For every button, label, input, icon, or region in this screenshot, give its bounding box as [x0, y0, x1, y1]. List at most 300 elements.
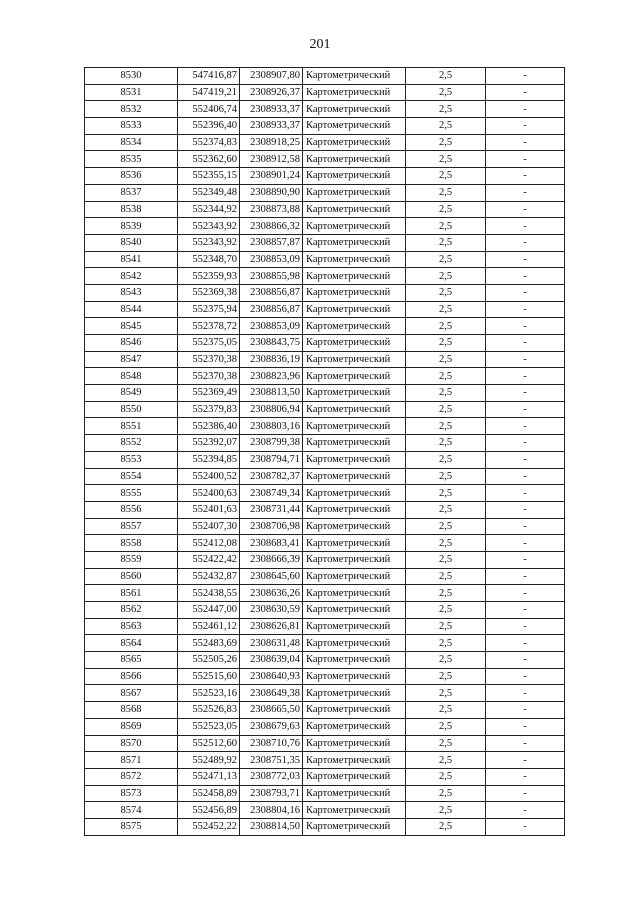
table-row	[85, 585, 565, 602]
table-row	[85, 435, 565, 452]
point-number-cell: 8544	[85, 301, 178, 318]
table-body	[85, 68, 565, 836]
point-number-cell: 8575	[85, 818, 178, 835]
point-number-cell: 8535	[85, 151, 178, 168]
x-coordinate-cell: 552355,15	[178, 168, 240, 185]
y-coordinate-cell: 2308907,80	[240, 68, 303, 85]
table-row	[85, 635, 565, 652]
accuracy-cell: 2,5	[406, 802, 486, 819]
x-coordinate-cell: 552343,92	[178, 234, 240, 251]
accuracy-cell: 2,5	[406, 535, 486, 552]
method-cell: Картометрический	[303, 451, 406, 468]
method-cell: Картометрический	[303, 385, 406, 402]
table-row	[85, 268, 565, 285]
table-row	[85, 618, 565, 635]
table-row	[85, 668, 565, 685]
point-number-cell: 8532	[85, 101, 178, 118]
method-cell: Картометрический	[303, 168, 406, 185]
table-row	[85, 568, 565, 585]
method-cell: Картометрический	[303, 785, 406, 802]
accuracy-cell: 2,5	[406, 418, 486, 435]
accuracy-cell: 2,5	[406, 668, 486, 685]
table-row	[85, 234, 565, 251]
method-cell: Картометрический	[303, 268, 406, 285]
x-coordinate-cell: 552489,92	[178, 752, 240, 769]
note-cell: -	[486, 802, 565, 819]
table-row	[85, 718, 565, 735]
point-number-cell: 8549	[85, 385, 178, 402]
note-cell: -	[486, 418, 565, 435]
y-coordinate-cell: 2308853,09	[240, 251, 303, 268]
point-number-cell: 8574	[85, 802, 178, 819]
y-coordinate-cell: 2308631,48	[240, 635, 303, 652]
table-row	[85, 218, 565, 235]
x-coordinate-cell: 552407,30	[178, 518, 240, 535]
point-number-cell: 8542	[85, 268, 178, 285]
x-coordinate-cell: 552348,70	[178, 251, 240, 268]
note-cell: -	[486, 218, 565, 235]
point-number-cell: 8564	[85, 635, 178, 652]
x-coordinate-cell: 552370,38	[178, 368, 240, 385]
table-row	[85, 101, 565, 118]
accuracy-cell: 2,5	[406, 168, 486, 185]
method-cell: Картометрический	[303, 768, 406, 785]
accuracy-cell: 2,5	[406, 234, 486, 251]
table-row	[85, 768, 565, 785]
page-number: 201	[309, 37, 331, 52]
y-coordinate-cell: 2308933,37	[240, 118, 303, 135]
accuracy-cell: 2,5	[406, 735, 486, 752]
x-coordinate-cell: 552349,48	[178, 184, 240, 201]
point-number-cell: 8552	[85, 435, 178, 452]
x-coordinate-cell: 552396,40	[178, 118, 240, 135]
note-cell: -	[486, 84, 565, 101]
y-coordinate-cell: 2308853,09	[240, 318, 303, 335]
point-number-cell: 8534	[85, 134, 178, 151]
y-coordinate-cell: 2308873,88	[240, 201, 303, 218]
x-coordinate-cell: 552526,83	[178, 702, 240, 719]
note-cell: -	[486, 685, 565, 702]
point-number-cell: 8553	[85, 451, 178, 468]
accuracy-cell: 2,5	[406, 101, 486, 118]
point-number-cell: 8543	[85, 284, 178, 301]
point-number-cell: 8530	[85, 68, 178, 85]
y-coordinate-cell: 2308626,81	[240, 618, 303, 635]
point-number-cell: 8538	[85, 201, 178, 218]
note-cell: -	[486, 768, 565, 785]
table-row	[85, 201, 565, 218]
x-coordinate-cell: 552343,92	[178, 218, 240, 235]
x-coordinate-cell: 552523,16	[178, 685, 240, 702]
note-cell: -	[486, 752, 565, 769]
method-cell: Картометрический	[303, 735, 406, 752]
x-coordinate-cell: 552362,60	[178, 151, 240, 168]
note-cell: -	[486, 151, 565, 168]
accuracy-cell: 2,5	[406, 451, 486, 468]
table-row	[85, 335, 565, 352]
point-number-cell: 8570	[85, 735, 178, 752]
method-cell: Картометрический	[303, 752, 406, 769]
note-cell: -	[486, 735, 565, 752]
table-row	[85, 685, 565, 702]
note-cell: -	[486, 635, 565, 652]
note-cell: -	[486, 568, 565, 585]
note-cell: -	[486, 101, 565, 118]
accuracy-cell: 2,5	[406, 568, 486, 585]
method-cell: Картометрический	[303, 635, 406, 652]
accuracy-cell: 2,5	[406, 301, 486, 318]
y-coordinate-cell: 2308751,35	[240, 752, 303, 769]
y-coordinate-cell: 2308782,37	[240, 468, 303, 485]
y-coordinate-cell: 2308706,98	[240, 518, 303, 535]
y-coordinate-cell: 2308793,71	[240, 785, 303, 802]
accuracy-cell: 2,5	[406, 435, 486, 452]
note-cell: -	[486, 551, 565, 568]
note-cell: -	[486, 335, 565, 352]
note-cell: -	[486, 284, 565, 301]
x-coordinate-cell: 552369,38	[178, 284, 240, 301]
method-cell: Картометрический	[303, 301, 406, 318]
table-row	[85, 802, 565, 819]
y-coordinate-cell: 2308804,16	[240, 802, 303, 819]
method-cell: Картометрический	[303, 218, 406, 235]
x-coordinate-cell: 552401,63	[178, 501, 240, 518]
table-row	[85, 284, 565, 301]
note-cell: -	[486, 201, 565, 218]
method-cell: Картометрический	[303, 351, 406, 368]
method-cell: Картометрический	[303, 802, 406, 819]
note-cell: -	[486, 535, 565, 552]
table-row	[85, 418, 565, 435]
method-cell: Картометрический	[303, 368, 406, 385]
accuracy-cell: 2,5	[406, 518, 486, 535]
point-number-cell: 8560	[85, 568, 178, 585]
x-coordinate-cell: 552471,13	[178, 768, 240, 785]
x-coordinate-cell: 552422,42	[178, 551, 240, 568]
note-cell: -	[486, 268, 565, 285]
y-coordinate-cell: 2308823,96	[240, 368, 303, 385]
x-coordinate-cell: 552379,83	[178, 401, 240, 418]
table-row	[85, 251, 565, 268]
x-coordinate-cell: 552432,87	[178, 568, 240, 585]
table-row	[85, 318, 565, 335]
y-coordinate-cell: 2308636,26	[240, 585, 303, 602]
point-number-cell: 8540	[85, 234, 178, 251]
y-coordinate-cell: 2308857,87	[240, 234, 303, 251]
x-coordinate-cell: 552483,69	[178, 635, 240, 652]
x-coordinate-cell: 552400,63	[178, 485, 240, 502]
point-number-cell: 8545	[85, 318, 178, 335]
table-row	[85, 385, 565, 402]
point-number-cell: 8547	[85, 351, 178, 368]
method-cell: Картометрический	[303, 485, 406, 502]
point-number-cell: 8571	[85, 752, 178, 769]
method-cell: Картометрический	[303, 685, 406, 702]
point-number-cell: 8533	[85, 118, 178, 135]
y-coordinate-cell: 2308836,19	[240, 351, 303, 368]
table-row	[85, 501, 565, 518]
x-coordinate-cell: 552515,60	[178, 668, 240, 685]
point-number-cell: 8546	[85, 335, 178, 352]
note-cell: -	[486, 234, 565, 251]
note-cell: -	[486, 602, 565, 619]
point-number-cell: 8561	[85, 585, 178, 602]
y-coordinate-cell: 2308666,39	[240, 551, 303, 568]
y-coordinate-cell: 2308890,90	[240, 184, 303, 201]
x-coordinate-cell: 552505,26	[178, 652, 240, 669]
point-number-cell: 8566	[85, 668, 178, 685]
method-cell: Картометрический	[303, 535, 406, 552]
note-cell: -	[486, 785, 565, 802]
accuracy-cell: 2,5	[406, 752, 486, 769]
y-coordinate-cell: 2308926,37	[240, 84, 303, 101]
accuracy-cell: 2,5	[406, 118, 486, 135]
x-coordinate-cell: 552438,55	[178, 585, 240, 602]
point-number-cell: 8556	[85, 501, 178, 518]
table-row	[85, 602, 565, 619]
x-coordinate-cell: 552344,92	[178, 201, 240, 218]
method-cell: Картометрический	[303, 435, 406, 452]
x-coordinate-cell: 552447,00	[178, 602, 240, 619]
point-number-cell: 8562	[85, 602, 178, 619]
note-cell: -	[486, 702, 565, 719]
note-cell: -	[486, 435, 565, 452]
note-cell: -	[486, 351, 565, 368]
y-coordinate-cell: 2308806,94	[240, 401, 303, 418]
method-cell: Картометрический	[303, 668, 406, 685]
point-number-cell: 8555	[85, 485, 178, 502]
note-cell: -	[486, 385, 565, 402]
x-coordinate-cell: 547419,21	[178, 84, 240, 101]
table-row	[85, 485, 565, 502]
y-coordinate-cell: 2308649,38	[240, 685, 303, 702]
point-number-cell: 8539	[85, 218, 178, 235]
x-coordinate-cell: 552400,52	[178, 468, 240, 485]
x-coordinate-cell: 552412,08	[178, 535, 240, 552]
accuracy-cell: 2,5	[406, 218, 486, 235]
table-row	[85, 368, 565, 385]
x-coordinate-cell: 552375,94	[178, 301, 240, 318]
y-coordinate-cell: 2308645,60	[240, 568, 303, 585]
method-cell: Картометрический	[303, 68, 406, 85]
accuracy-cell: 2,5	[406, 68, 486, 85]
y-coordinate-cell: 2308679,63	[240, 718, 303, 735]
x-coordinate-cell: 552458,89	[178, 785, 240, 802]
x-coordinate-cell: 552374,83	[178, 134, 240, 151]
method-cell: Картометрический	[303, 501, 406, 518]
point-number-cell: 8573	[85, 785, 178, 802]
method-cell: Картометрический	[303, 84, 406, 101]
table-row	[85, 118, 565, 135]
method-cell: Картометрический	[303, 585, 406, 602]
point-number-cell: 8563	[85, 618, 178, 635]
method-cell: Картометрический	[303, 618, 406, 635]
accuracy-cell: 2,5	[406, 702, 486, 719]
accuracy-cell: 2,5	[406, 284, 486, 301]
y-coordinate-cell: 2308749,34	[240, 485, 303, 502]
x-coordinate-cell: 552386,40	[178, 418, 240, 435]
note-cell: -	[486, 168, 565, 185]
note-cell: -	[486, 68, 565, 85]
x-coordinate-cell: 547416,87	[178, 68, 240, 85]
accuracy-cell: 2,5	[406, 134, 486, 151]
accuracy-cell: 2,5	[406, 335, 486, 352]
point-number-cell: 8541	[85, 251, 178, 268]
y-coordinate-cell: 2308794,71	[240, 451, 303, 468]
point-number-cell: 8567	[85, 685, 178, 702]
accuracy-cell: 2,5	[406, 652, 486, 669]
y-coordinate-cell: 2308856,87	[240, 301, 303, 318]
method-cell: Картометрический	[303, 151, 406, 168]
accuracy-cell: 2,5	[406, 618, 486, 635]
method-cell: Картометрический	[303, 284, 406, 301]
table-row	[85, 735, 565, 752]
note-cell: -	[486, 318, 565, 335]
y-coordinate-cell: 2308866,32	[240, 218, 303, 235]
accuracy-cell: 2,5	[406, 485, 486, 502]
table-row	[85, 785, 565, 802]
method-cell: Картометрический	[303, 134, 406, 151]
point-number-cell: 8531	[85, 84, 178, 101]
y-coordinate-cell: 2308843,75	[240, 335, 303, 352]
accuracy-cell: 2,5	[406, 585, 486, 602]
note-cell: -	[486, 451, 565, 468]
x-coordinate-cell: 552370,38	[178, 351, 240, 368]
note-cell: -	[486, 301, 565, 318]
method-cell: Картометрический	[303, 818, 406, 835]
method-cell: Картометрический	[303, 234, 406, 251]
accuracy-cell: 2,5	[406, 768, 486, 785]
point-number-cell: 8554	[85, 468, 178, 485]
accuracy-cell: 2,5	[406, 718, 486, 735]
method-cell: Картометрический	[303, 702, 406, 719]
note-cell: -	[486, 618, 565, 635]
note-cell: -	[486, 585, 565, 602]
note-cell: -	[486, 251, 565, 268]
y-coordinate-cell: 2308665,50	[240, 702, 303, 719]
note-cell: -	[486, 118, 565, 135]
accuracy-cell: 2,5	[406, 401, 486, 418]
table-row	[85, 702, 565, 719]
y-coordinate-cell: 2308640,93	[240, 668, 303, 685]
y-coordinate-cell: 2308731,44	[240, 501, 303, 518]
accuracy-cell: 2,5	[406, 84, 486, 101]
method-cell: Картометрический	[303, 418, 406, 435]
table-row	[85, 351, 565, 368]
y-coordinate-cell: 2308803,16	[240, 418, 303, 435]
table-row	[85, 151, 565, 168]
y-coordinate-cell: 2308683,41	[240, 535, 303, 552]
y-coordinate-cell: 2308814,50	[240, 818, 303, 835]
accuracy-cell: 2,5	[406, 468, 486, 485]
table-row	[85, 134, 565, 151]
y-coordinate-cell: 2308933,37	[240, 101, 303, 118]
y-coordinate-cell: 2308901,24	[240, 168, 303, 185]
accuracy-cell: 2,5	[406, 551, 486, 568]
accuracy-cell: 2,5	[406, 501, 486, 518]
table-row	[85, 518, 565, 535]
method-cell: Картометрический	[303, 551, 406, 568]
x-coordinate-cell: 552359,93	[178, 268, 240, 285]
y-coordinate-cell: 2308799,38	[240, 435, 303, 452]
point-number-cell: 8550	[85, 401, 178, 418]
accuracy-cell: 2,5	[406, 251, 486, 268]
table-row	[85, 184, 565, 201]
point-number-cell: 8565	[85, 652, 178, 669]
point-number-cell: 8558	[85, 535, 178, 552]
table-row	[85, 752, 565, 769]
method-cell: Картометрический	[303, 602, 406, 619]
table-row	[85, 84, 565, 101]
y-coordinate-cell: 2308912,58	[240, 151, 303, 168]
note-cell: -	[486, 518, 565, 535]
accuracy-cell: 2,5	[406, 151, 486, 168]
method-cell: Картометрический	[303, 201, 406, 218]
y-coordinate-cell: 2308772,03	[240, 768, 303, 785]
x-coordinate-cell: 552456,89	[178, 802, 240, 819]
method-cell: Картометрический	[303, 401, 406, 418]
accuracy-cell: 2,5	[406, 268, 486, 285]
point-number-cell: 8551	[85, 418, 178, 435]
coordinates-table	[84, 67, 565, 836]
x-coordinate-cell: 552512,60	[178, 735, 240, 752]
accuracy-cell: 2,5	[406, 602, 486, 619]
point-number-cell: 8559	[85, 551, 178, 568]
method-cell: Картометрический	[303, 335, 406, 352]
note-cell: -	[486, 134, 565, 151]
accuracy-cell: 2,5	[406, 385, 486, 402]
x-coordinate-cell: 552394,85	[178, 451, 240, 468]
note-cell: -	[486, 652, 565, 669]
accuracy-cell: 2,5	[406, 635, 486, 652]
y-coordinate-cell: 2308639,04	[240, 652, 303, 669]
table-row	[85, 401, 565, 418]
point-number-cell: 8572	[85, 768, 178, 785]
method-cell: Картометрический	[303, 318, 406, 335]
point-number-cell: 8537	[85, 184, 178, 201]
y-coordinate-cell: 2308918,25	[240, 134, 303, 151]
table-row	[85, 168, 565, 185]
y-coordinate-cell: 2308710,76	[240, 735, 303, 752]
y-coordinate-cell: 2308630,59	[240, 602, 303, 619]
point-number-cell: 8536	[85, 168, 178, 185]
method-cell: Картометрический	[303, 652, 406, 669]
table-row	[85, 535, 565, 552]
x-coordinate-cell: 552378,72	[178, 318, 240, 335]
accuracy-cell: 2,5	[406, 201, 486, 218]
method-cell: Картометрический	[303, 718, 406, 735]
point-number-cell: 8569	[85, 718, 178, 735]
point-number-cell: 8548	[85, 368, 178, 385]
method-cell: Картометрический	[303, 568, 406, 585]
accuracy-cell: 2,5	[406, 685, 486, 702]
accuracy-cell: 2,5	[406, 818, 486, 835]
y-coordinate-cell: 2308856,87	[240, 284, 303, 301]
point-number-cell: 8557	[85, 518, 178, 535]
table-row	[85, 652, 565, 669]
table-row	[85, 468, 565, 485]
table-row	[85, 301, 565, 318]
y-coordinate-cell: 2308813,50	[240, 385, 303, 402]
accuracy-cell: 2,5	[406, 184, 486, 201]
x-coordinate-cell: 552523,05	[178, 718, 240, 735]
method-cell: Картометрический	[303, 184, 406, 201]
x-coordinate-cell: 552461,12	[178, 618, 240, 635]
note-cell: -	[486, 718, 565, 735]
method-cell: Картометрический	[303, 118, 406, 135]
note-cell: -	[486, 468, 565, 485]
x-coordinate-cell: 552406,74	[178, 101, 240, 118]
